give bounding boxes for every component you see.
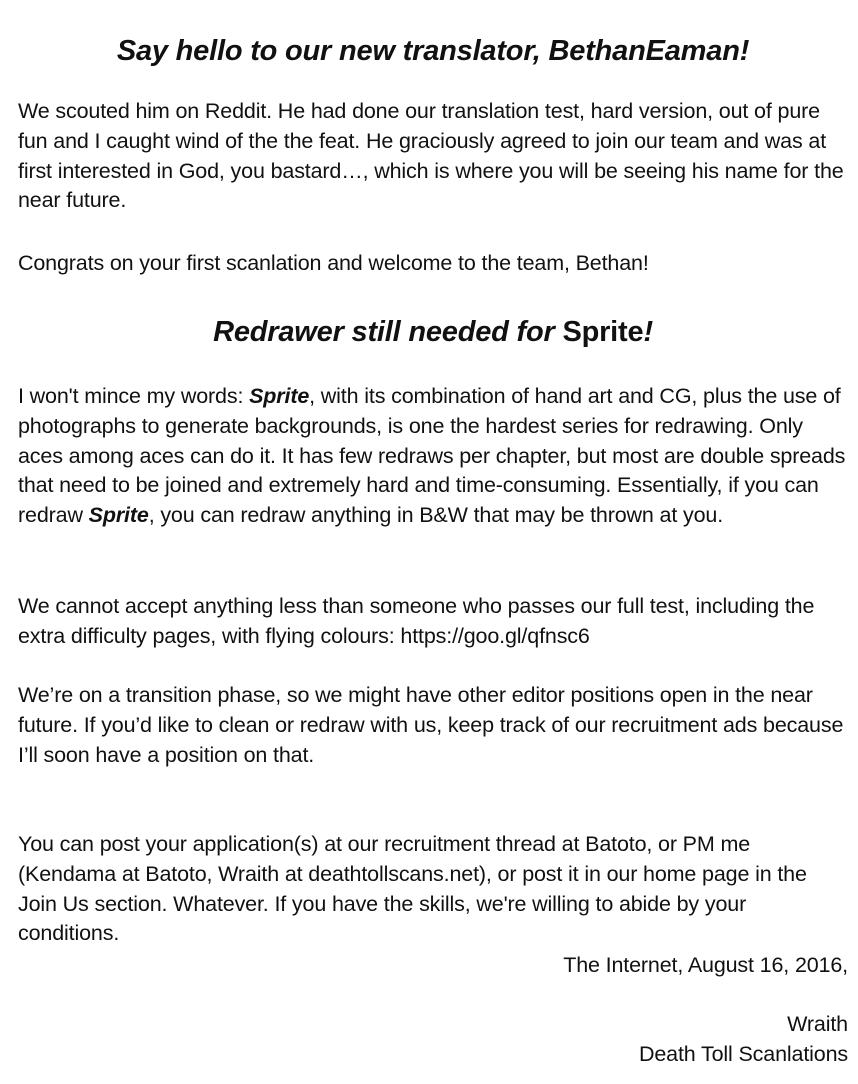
test-requirement-paragraph: We cannot accept anything less than someone who passes our full test, including the extra difficulty pages, with flying colours: https://goo.gl/qfnsc6 — [18, 594, 815, 648]
application-paragraph: You can post your application(s) at our recruitment thread at Batoto, or PM me (Kendama at Batoto, Wraith at deathtollscans.net), or post it in our home page in the Join Us section. Whatever. If you have the skills, we're willing to abide by your conditions. — [18, 832, 807, 946]
signature-group: Death Toll Scanlations — [638, 1042, 848, 1066]
signature-author: Wraith — [787, 1012, 848, 1036]
redrawer-text-part3: , you can redraw anything in B&W that may be thrown at you. — [148, 503, 724, 528]
series-name: Sprite — [249, 384, 310, 408]
redrawer-text-part1: I won't mince my words: — [18, 384, 250, 408]
signature-place-date: The Internet, August 16, 2016, — [563, 953, 848, 977]
translator-paragraph: We scouted him on Reddit. He had done our translation test, hard version, out of pure fun and I caught wind of the the feat. He graciously agreed to join our team and was at first interested in God, you bastard…, which is where you will be seeing his name for the near future. — [18, 99, 844, 213]
translator-heading: Say hello to our new translator, BethanEaman! — [116, 35, 750, 67]
transition-paragraph: We’re on a transition phase, so we might have other editor positions open in the near future. If you’d like to clean or redraw with us, keep track of our recruitment ads because I’ll soon have a position on that. — [18, 683, 844, 767]
redrawer-heading — [18, 315, 848, 349]
redrawer-heading-series: Sprite — [562, 316, 644, 348]
welcome-paragraph: Congrats on your first scanlation and welcome to the team, Bethan! — [18, 251, 649, 275]
series-name: Sprite — [88, 503, 149, 528]
redrawer-description-paragraph — [18, 382, 848, 531]
redrawer-text-part2: , with its combination of hand art and CG, plus the use of photographs to generate backgrounds, is one the hardest series for redrawing. Only aces among aces can do it. It has few redraws per chapter, but most are double spreads that need to be joined and extremely hard and time-consuming. Essentially, if you can redraw — [18, 384, 846, 528]
redrawer-heading-prefix: Redrawer still needed for — [213, 316, 563, 348]
redrawer-heading-suffix: ! — [643, 316, 653, 348]
